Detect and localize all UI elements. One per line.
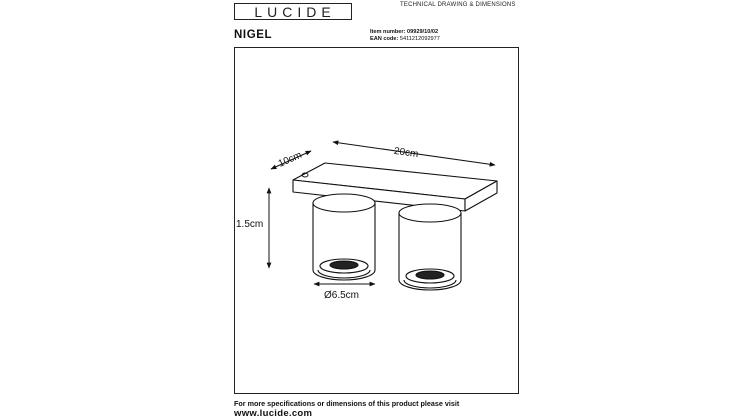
footer-info-text: For more specifications or dimensions of this product please visit bbox=[234, 399, 460, 408]
diameter-label: Ø6.5cm bbox=[324, 290, 360, 301]
item-number-value: 09929/10/02 bbox=[407, 29, 439, 35]
item-number-label: Item number: bbox=[370, 29, 406, 35]
ean-value: 5411212092977 bbox=[399, 36, 440, 43]
width-label: 20cm bbox=[393, 145, 419, 161]
depth-label: 10cm bbox=[276, 149, 304, 170]
ean-label: EAN code: bbox=[370, 36, 399, 43]
lucide-logo: LUCIDE bbox=[234, 3, 352, 20]
spot-right bbox=[399, 204, 461, 290]
product-name: NIGEL bbox=[234, 29, 273, 41]
website-link[interactable]: www.lucide.com bbox=[234, 408, 313, 419]
document-type: TECHNICAL DRAWING & DIMENSIONS bbox=[400, 2, 516, 8]
spot-left bbox=[313, 194, 375, 280]
height-label: 1.5cm bbox=[236, 219, 264, 230]
